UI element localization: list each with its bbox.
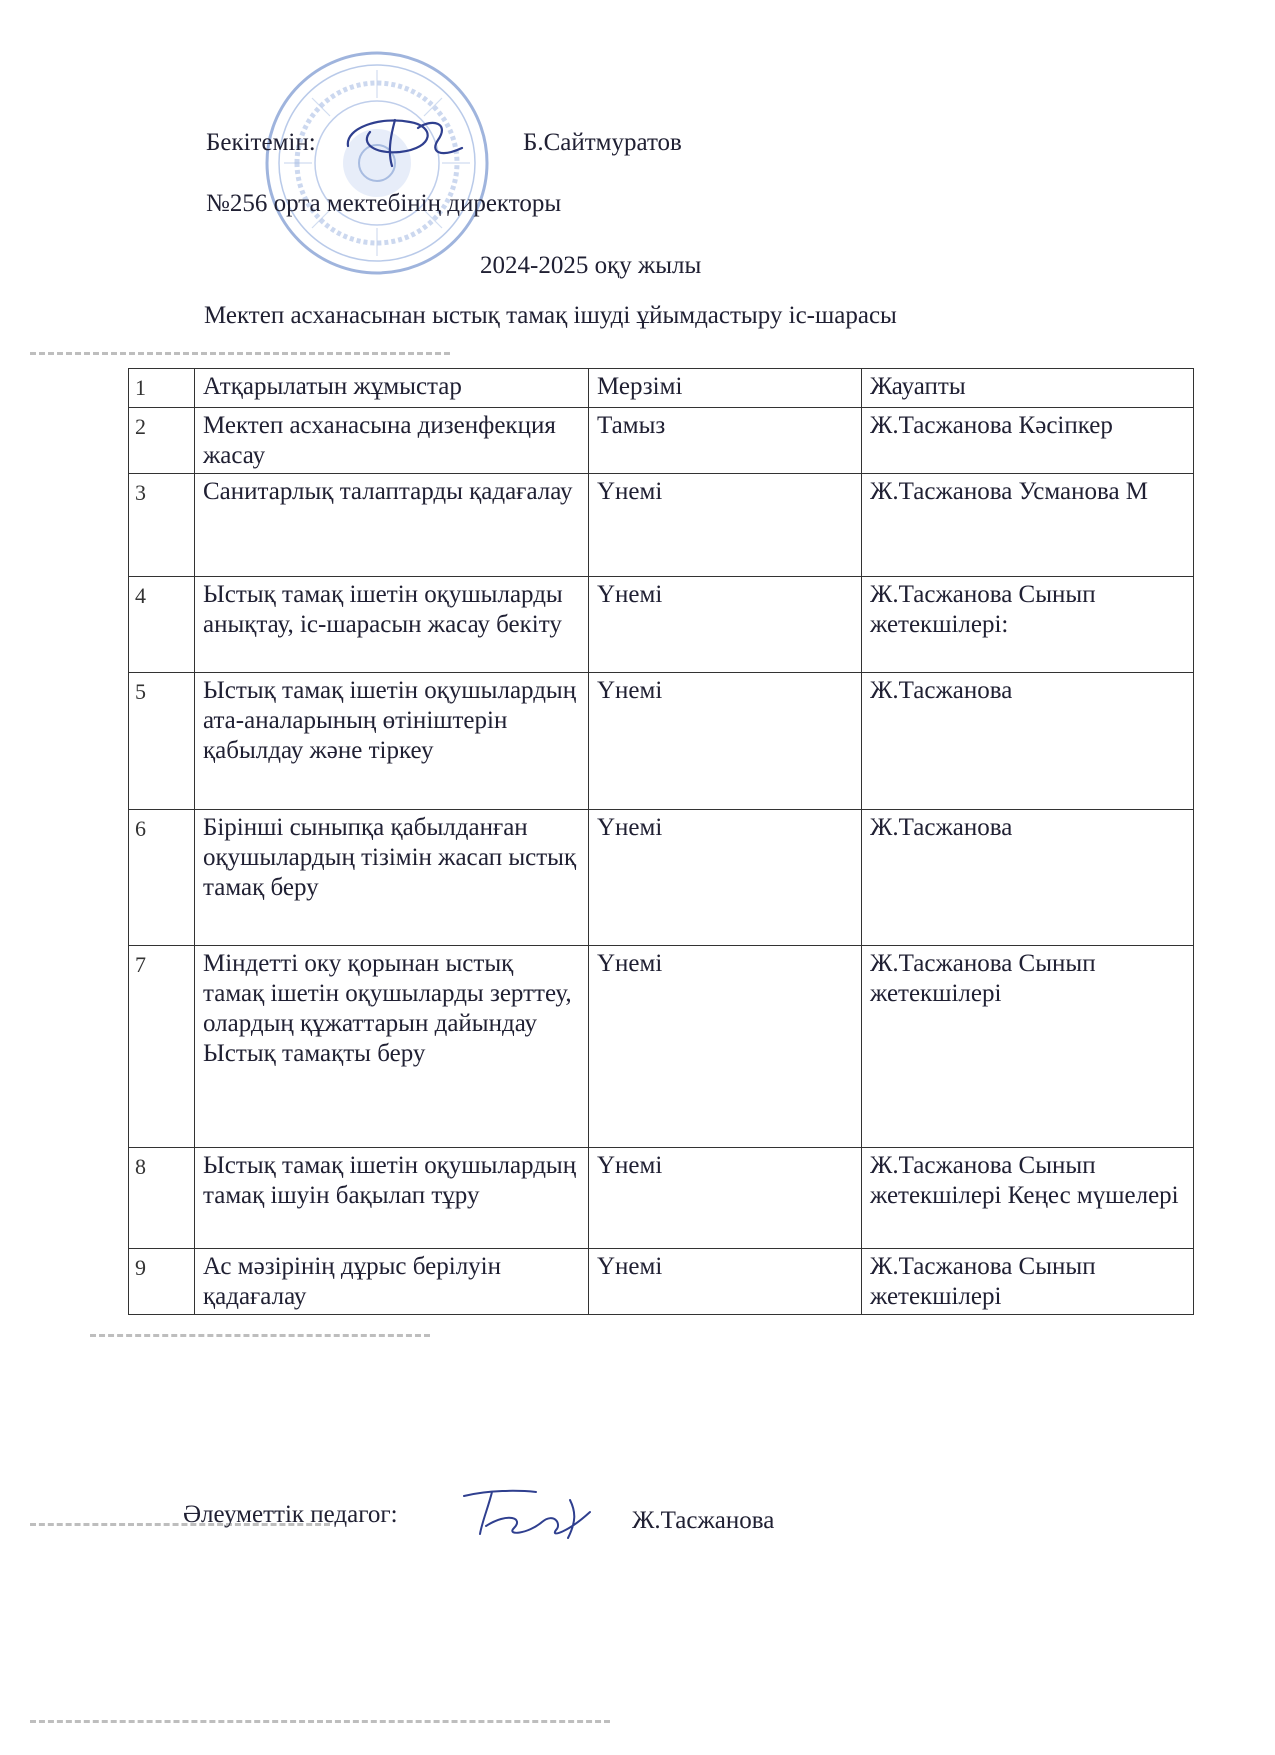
row-number: 3	[129, 474, 195, 577]
footer-role-label: Әлеуметтік педагог:	[183, 1501, 398, 1528]
scan-artifact	[30, 352, 450, 355]
row-responsible: Ж.Тасжанова Сынып жетекшілері	[862, 1249, 1194, 1315]
header-number: 1	[129, 369, 195, 408]
row-task: Ыстық тамақ ішетін оқушыларды анықтау, іс-шарасын жасау бекіту	[195, 577, 589, 673]
row-responsible: Ж.Тасжанова Усманова М	[862, 474, 1194, 577]
row-term: Үнемі	[589, 673, 862, 810]
footer-name: Ж.Тасжанова	[632, 1507, 775, 1534]
row-number: 6	[129, 810, 195, 946]
scan-artifact	[30, 1720, 610, 1723]
row-number: 9	[129, 1249, 195, 1315]
row-term: Тамыз	[589, 408, 862, 474]
row-number: 4	[129, 577, 195, 673]
row-task: Ыстық тамақ ішетін оқушылардың тамақ ішуін бақылап тұру	[195, 1148, 589, 1249]
header-term: Мерзімі	[589, 369, 862, 408]
row-number: 7	[129, 946, 195, 1148]
handwritten-signature-icon	[340, 108, 470, 168]
row-responsible: Ж.Тасжанова Сынып жетекшілері Кеңес мүшелері	[862, 1148, 1194, 1249]
table-row	[129, 946, 1194, 1148]
table-row	[129, 577, 1194, 673]
row-task: Мектеп асханасына дизенфекция жасау	[195, 408, 589, 474]
row-responsible: Ж.Тасжанова	[862, 810, 1194, 946]
table-row	[129, 408, 1194, 474]
row-responsible: Ж.Тасжанова Кәсіпкер	[862, 408, 1194, 474]
row-number: 2	[129, 408, 195, 474]
table-row	[129, 1249, 1194, 1315]
document-title: Мектеп асханасынан ыстық тамақ ішуді ұйымдастыру іс-шарасы	[204, 302, 897, 329]
table-row	[129, 673, 1194, 810]
row-task: Ас мәзірінің дұрыс берілуін қадағалау	[195, 1249, 589, 1315]
director-title: №256 орта мектебінің директоры	[206, 190, 562, 217]
row-task: Ыстық тамақ ішетін оқушылардың ата-аналарының өтініштерін қабылдау және тіркеу	[195, 673, 589, 810]
handwritten-signature-icon	[458, 1482, 598, 1542]
row-responsible: Ж.Тасжанова Сынып жетекшілері:	[862, 577, 1194, 673]
table-row	[129, 474, 1194, 577]
row-task: Санитарлық талаптарды қадағалау	[195, 474, 589, 577]
row-task: Бірінші сыныпқа қабылданған оқушылардың тізімін жасап ыстық тамақ беру	[195, 810, 589, 946]
row-term: Үнемі	[589, 946, 862, 1148]
row-number: 5	[129, 673, 195, 810]
approve-label: Бекітемін:	[206, 129, 316, 156]
director-name: Б.Сайтмуратов	[523, 129, 682, 156]
table-row	[129, 1148, 1194, 1249]
header-responsible: Жауапты	[862, 369, 1194, 408]
table-header-row	[129, 369, 1194, 408]
academic-year: 2024-2025 оқу жылы	[480, 252, 702, 279]
row-responsible: Ж.Тасжанова	[862, 673, 1194, 810]
row-task: Міндетті оку қорынан ыстық тамақ ішетін оқушыларды зерттеу, олардың құжаттарын дайындау Ыстық тамақты беру	[195, 946, 589, 1148]
row-term: Үнемі	[589, 474, 862, 577]
row-term: Үнемі	[589, 1249, 862, 1315]
plan-table	[128, 368, 1194, 1315]
row-term: Үнемі	[589, 810, 862, 946]
table-row	[129, 810, 1194, 946]
row-term: Үнемі	[589, 577, 862, 673]
scan-artifact	[90, 1334, 430, 1337]
row-term: Үнемі	[589, 1148, 862, 1249]
header-task: Атқарылатын жұмыстар	[195, 369, 589, 408]
row-responsible: Ж.Тасжанова Сынып жетекшілері	[862, 946, 1194, 1148]
row-number: 8	[129, 1148, 195, 1249]
